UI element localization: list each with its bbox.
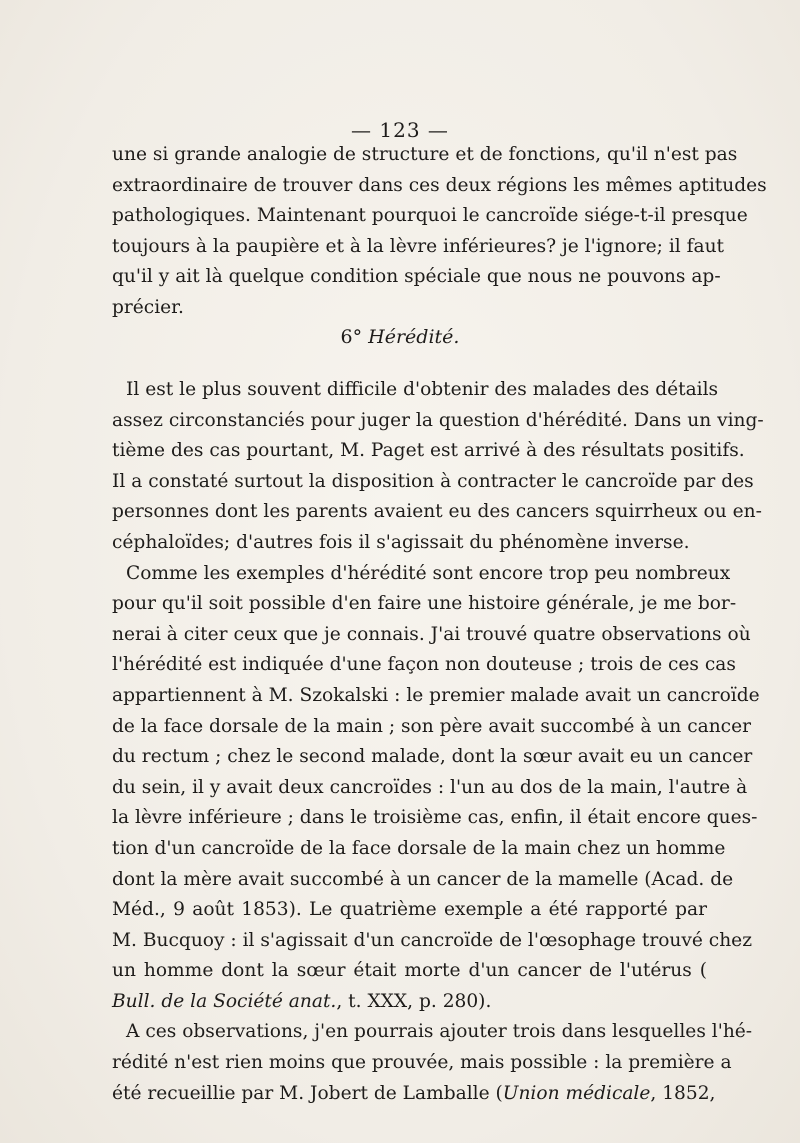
text-line: l'hérédité est indiquée d'une façon non douteuse ; trois de ces cas	[112, 654, 736, 676]
text-segment: été recueillie par M. Jobert de Lamballe (	[112, 1082, 503, 1104]
citation-rest: , t. XXX, p. 280).	[336, 990, 492, 1012]
text-line: pathologiques. Maintenant pourquoi le cancroïde siége-t-il presque	[112, 205, 748, 227]
text-line: nerai à citer ceux que je connais. J'ai trouvé quatre observations où	[112, 623, 751, 645]
text-line	[112, 987, 707, 1018]
text-line: pour qu'il soit possible d'en faire une histoire générale, je me bor-	[112, 593, 737, 615]
text-line: appartiennent à M. Szokalski : le premier malade avait un cancroïde	[112, 684, 760, 706]
text-line: dont la mère avait succombé à un cancer de la mamelle (Acad. de	[112, 868, 734, 890]
section-heading	[0, 326, 800, 348]
citation-journal: Union médicale	[502, 1082, 651, 1104]
text-line: du sein, il y avait deux cancroïdes : l'un au dos de la main, l'autre à	[112, 776, 748, 798]
text-line: assez circonstanciés pour juger la question d'hérédité. Dans un ving-	[112, 409, 764, 431]
text-line: qu'il y ait là quelque condition spéciale que nous ne pouvons ap-	[112, 266, 721, 288]
text-line	[112, 1079, 716, 1110]
text-line: Il est le plus souvent difficile d'obtenir des malades des détails	[126, 379, 719, 400]
text-line: du rectum ; chez le second malade, dont la sœur avait eu un cancer	[112, 746, 753, 768]
text-line: personnes dont les parents avaient eu des cancers squirrheux ou en-	[112, 501, 762, 523]
page-number: — 123 —	[351, 118, 449, 142]
text-line: Comme les exemples d'hérédité sont encore trop peu nombreux	[126, 562, 731, 584]
text-line: une si grande analogie de structure et de fonctions, qu'il n'est pas	[112, 144, 738, 165]
paragraph-2	[112, 375, 764, 1109]
text-line: de la face dorsale de la main ; son père avait succombé à un cancer	[112, 715, 751, 737]
text-line: Il a constaté surtout la disposition à contracter le cancroïde par des	[112, 470, 754, 492]
text-line: rédité n'est rien moins que prouvée, mais possible : la première a	[112, 1052, 732, 1074]
text-line: extraordinaire de trouver dans ces deux régions les mêmes aptitudes	[112, 174, 767, 196]
section-title: Hérédité.	[368, 326, 460, 348]
citation-journal: Bull. de la Société anat.	[112, 990, 337, 1012]
text-line: un homme dont la sœur était morte d'un cancer de l'utérus (	[112, 960, 707, 982]
text-line: tion d'un cancroïde de la face dorsale de la main chez un homme	[112, 837, 726, 859]
text-line: la lèvre inférieure ; dans le troisième cas, enfin, il était encore ques-	[112, 807, 758, 829]
text-segment: , 1852,	[650, 1082, 716, 1104]
text-line: précier.	[112, 296, 184, 318]
text-line: Méd., 9 août 1853). Le quatrième exemple a été rapporté par	[112, 899, 707, 921]
text-line: céphaloïdes; d'autres fois il s'agissait du phénomène inverse.	[112, 531, 690, 553]
text-line: A ces observations, j'en pourrais ajouter trois dans lesquelles l'hé-	[126, 1021, 753, 1043]
text-line: tième des cas pourtant, M. Paget est arrivé à des résultats positifs.	[112, 440, 745, 462]
text-line: M. Bucquoy : il s'agissait d'un cancroïde de l'œsophage trouvé chez	[112, 929, 752, 951]
paragraph-1	[112, 140, 767, 324]
text-line: toujours à la paupière et à la lèvre inférieures? je l'ignore; il faut	[112, 235, 725, 257]
section-number: 6°	[340, 326, 363, 348]
